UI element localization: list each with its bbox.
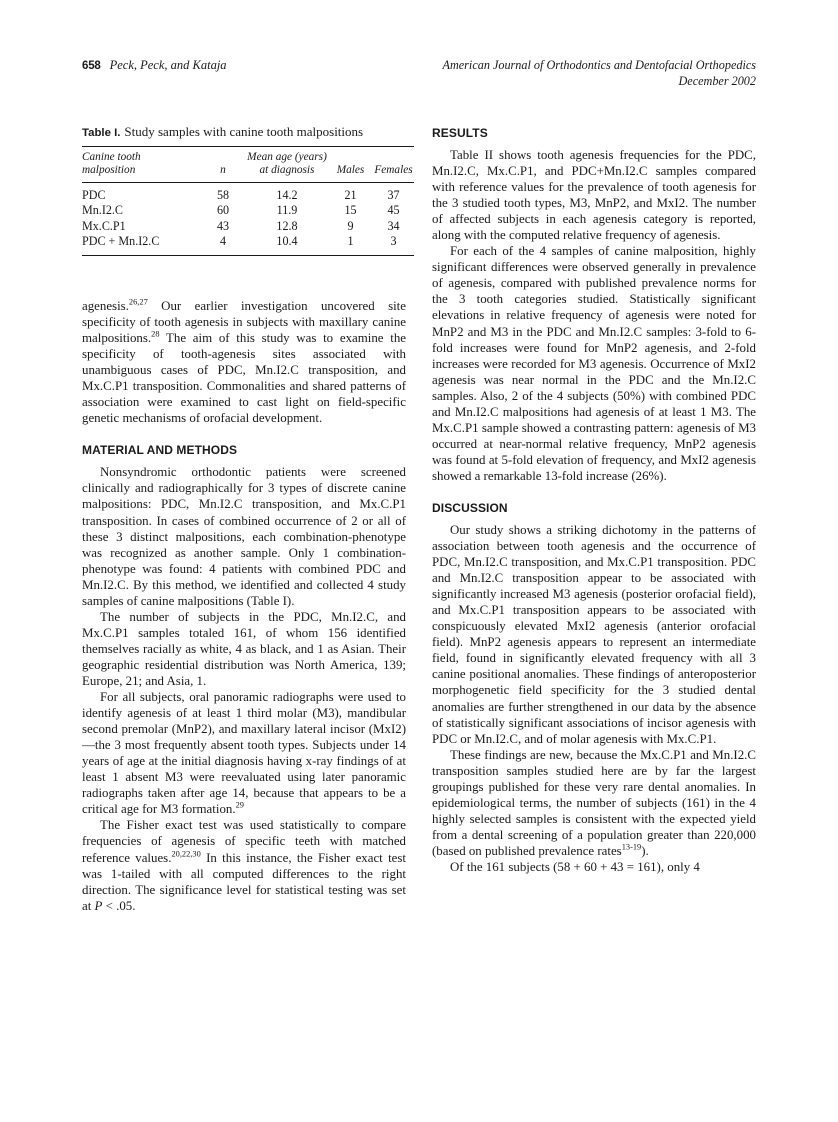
running-head-authors: Peck, Peck, and Kataja	[109, 58, 227, 72]
methods-3-text: For all subjects, oral panoramic radiographs were used to identify agenesis of at least 1 third molar (M3), mandibular second premolar (MnP2), and maxillary lateral incisor (MxI2)—the 3 most frequently absent tooth types. Subjects under 14 years of age at the initial diagnosis having x-ray findings of at least 1 absent M3 were reevaluated using later panoramic radiographs taken after age 14, because that appears to be a critical age for M3 formation.	[82, 690, 406, 817]
cell-mean-age: 12.8	[276, 218, 298, 233]
methods-4-text-c: < .05.	[102, 898, 136, 913]
methods-4-text-b: In this instance, the Fisher exact test was 1-tailed with all computed differences to the right direction. The significance level for statistical testing was set at	[82, 850, 407, 913]
table-row	[82, 219, 414, 234]
spacer	[432, 140, 756, 147]
column-header-n	[200, 147, 246, 183]
cell-males: 1	[347, 234, 354, 249]
citation-ref: 20,22,30	[171, 849, 201, 859]
cell-malposition: Mx.C.P1	[82, 218, 126, 233]
paragraph-results-2: For each of the 4 samples of canine malposition, highly significant differences were observed generally in prevalence of agenesis, compared with published prevalence norms for the 3 tooth categories studied. Statistically significant elevations in relative frequency of agenesis were noted for MnP2 and M3 in the PDC and Mn.I2.C samples: 3-fold to 6-fold increases were found for MnP2 agenesis, and 2-fold increases were recorded for M3 agenesis. Occurrence of MxI2 agenesis was near normal in the PDC and the Mn.I2.C samples. Also, 2 of the 4 subjects (50%) with combined PDC and Mn.I2.C malpositions had agenesis of at least 1 M3. The Mx.C.P1 sample showed a contrasting pattern: agenesis of M3 occurred at near-normal relative frequency, MnP2 agenesis was found at 5-fold elevation of frequency, and MxI2 agenesis showed a remarkable 13-fold increase (26%).	[432, 244, 756, 483]
cell-n: 58	[216, 187, 230, 202]
cell-malposition: Mn.I2.C	[82, 203, 123, 218]
spacer	[432, 515, 756, 522]
column-header-males	[328, 147, 373, 183]
intro-text-a: agenesis.	[82, 299, 129, 313]
intro-text-b: Our earlier investigation uncovered site specificity of tooth agenesis in subjects with maxillary canine malpositions.	[82, 299, 406, 346]
citation-ref: 29	[235, 801, 244, 811]
cell-n: 43	[216, 218, 230, 233]
cell-malposition: PDC	[82, 187, 106, 202]
spacer	[82, 426, 406, 443]
cell-females: 37	[387, 187, 400, 202]
table-1-block	[82, 124, 414, 256]
paragraph-methods-1: Nonsyndromic orthodontic patients were screened clinically and radiographically for 3 types of discrete canine malpositions: PDC, Mn.I2.C transposition, and Mx.C.P1 transposition. In cases of combined occurrence of 2 or all of these 3 distinct malpositions, each combination-phenotype was recognized as another sample. Only 1 combination-phenotype was found: 4 patients with combined PDC and Mn.I2.C. By this method, we identified and collected 4 study samples of canine malpositions (Table I).	[82, 465, 406, 608]
table-row	[82, 182, 414, 203]
p-value-symbol: P	[94, 898, 103, 913]
discussion-2-text-a: These findings are new, because the Mx.C.P1 and Mn.I2.C transposition samples studied here are by far the largest groupings published for these very rare dental anomalies. In epidemiological terms, the number of subjects (161) in the 4 highly selected samples is consistent with the expected yield from a dental screening of a population greater than 220,000 (based on published prevalence rates	[432, 747, 756, 858]
column-header-malposition	[82, 147, 200, 183]
table-row	[82, 203, 414, 218]
cell-mean-age: 11.9	[276, 203, 298, 218]
citation-ref: 28	[151, 329, 160, 339]
issue-date: December 2002	[678, 73, 756, 88]
column-header-mean-age	[246, 147, 328, 183]
table-1	[82, 146, 414, 256]
running-head-right	[443, 58, 756, 89]
heading-material-and-methods: MATERIAL AND METHODS	[82, 443, 238, 458]
spacer	[432, 484, 756, 501]
intro-text-c: The aim of this study was to examine the specificity of tooth-agenesis sites associated with unambiguous cases of PDC, Mn.I2.C transposition, and Mx.C.P1 transposition. Commonalities and shared patterns of association were examined to cast light on field-specific genetic mechanisms of orofacial development.	[82, 331, 406, 426]
citation-ref: 26,27	[128, 297, 148, 307]
table-caption	[82, 124, 414, 141]
paragraph-discussion-2	[432, 747, 756, 859]
running-head	[82, 58, 756, 102]
running-head-left	[82, 58, 227, 73]
cell-females: 3	[390, 234, 397, 249]
heading-results: RESULTS	[432, 126, 488, 140]
cell-males: 9	[347, 218, 354, 233]
column-header-females	[373, 147, 414, 183]
table-label: Table I.	[82, 127, 121, 139]
table-body	[82, 182, 414, 256]
paragraph-intro-continued	[82, 298, 406, 426]
methods-4-text-a: The Fisher exact test was used statistically to compare frequencies of agenesis of specific teeth with matched reference values.	[82, 818, 406, 865]
discussion-2-text-b: ).	[641, 843, 649, 858]
table-header	[82, 147, 414, 183]
table-title: Study samples with canine tooth malpositions	[124, 124, 364, 139]
column-header-malposition-line2: malposition	[82, 164, 136, 177]
paragraph-methods-4	[82, 817, 406, 913]
column-header-females-label: Females	[374, 164, 413, 177]
cell-n: 60	[216, 203, 230, 218]
paragraph-results-1: Table II shows tooth agenesis frequencies for the PDC, Mn.I2.C, Mx.C.P1, and PDC+Mn.I2.C samples compared with reference values for the prevalence of tooth agenesis for the 3 studied tooth types, M3, MnP2, and MxI2. The number of affected subjects in each agenesis category is reported, along with the computed relative frequency of agenesis.	[432, 148, 756, 243]
left-column	[82, 298, 406, 914]
column-header-mean-age-line2: at diagnosis	[259, 164, 315, 177]
citation-ref: 13-19	[621, 842, 642, 852]
column-header-n-label: n	[220, 164, 226, 177]
cell-females: 45	[387, 203, 400, 218]
column-header-mean-age-line1: Mean age (years)	[247, 151, 327, 163]
table-header-row	[82, 147, 414, 183]
table-row	[82, 234, 414, 256]
cell-males: 21	[344, 187, 357, 202]
cell-n: 4	[219, 234, 227, 249]
page-number: 658	[82, 60, 101, 72]
paragraph-methods-2: The number of subjects in the PDC, Mn.I2.C, and Mx.C.P1 samples totaled 161, of whom 156 identified themselves racially as white, 4 as black, and 1 as Asian. Their geographic residential distribution was North America, 139; Europe, 21; and Asia, 1.	[82, 609, 406, 688]
cell-mean-age: 10.4	[276, 234, 298, 249]
heading-discussion: DISCUSSION	[432, 500, 508, 515]
cell-malposition: PDC + Mn.I2.C	[82, 234, 160, 249]
cell-females: 34	[387, 218, 400, 233]
paragraph-methods-3	[82, 689, 406, 817]
paragraph-discussion-3: Of the 161 subjects (58 + 60 + 43 = 161), only 4	[450, 859, 700, 874]
journal-title: American Journal of Orthodontics and Dentofacial Orthopedics	[442, 58, 756, 72]
paragraph-discussion-1: Our study shows a striking dichotomy in the patterns of association between tooth agenesis and the occurrence of PDC, Mn.I2.C transposition, and Mx.C.P1 transposition. PDC and Mn.I2.C transposition appear to be associated with significantly increased M3 agenesis (posterior orofacial field), and Mx.C.P1 transposition appears to be associated with conspicuously elevated MxI2 agenesis (anterior orofacial field). MnP2 agenesis appears to represent an intermediate field, found in significantly elevated frequency with all 3 canine positional anomalies. These findings of anteroposterior morphogenetic field specificity for the 3 studied dental anomalies are further strengthened in our data by the absence of statistically significant associations of incisor agenesis with PDC or Mn.I2.C, and of molar agenesis with Mx.C.P1.	[432, 522, 756, 746]
column-header-males-label: Males	[336, 164, 365, 177]
spacer	[82, 457, 406, 464]
right-column	[432, 126, 756, 875]
cell-males: 15	[344, 203, 357, 218]
column-header-malposition-line1: Canine tooth	[82, 151, 141, 163]
cell-mean-age: 14.2	[276, 187, 298, 202]
